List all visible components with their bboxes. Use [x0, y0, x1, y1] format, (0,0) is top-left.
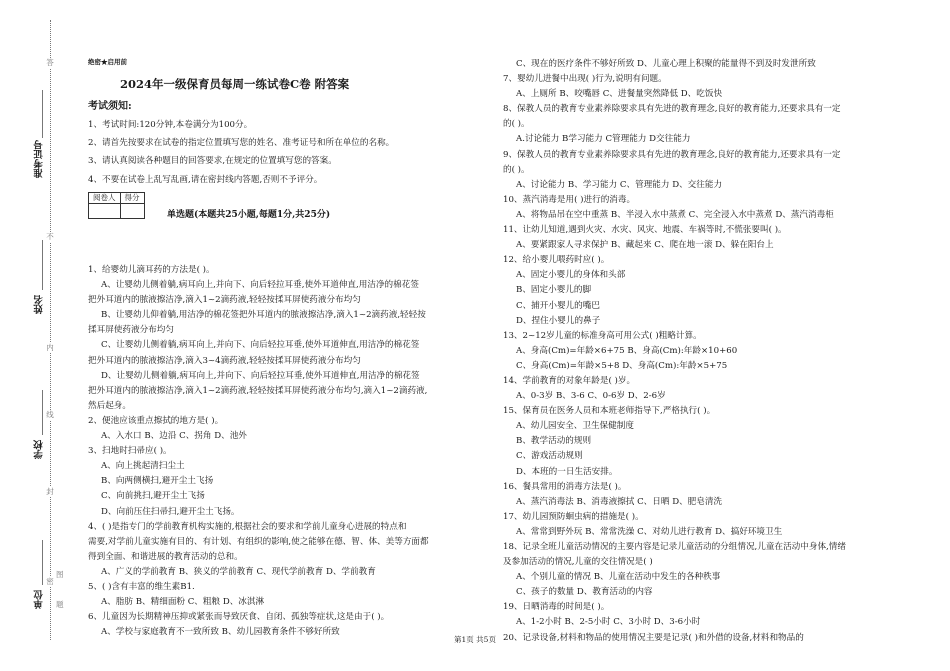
- question-stem: 18、记录全班儿童活动情况的主要内容是记录儿童活动的分组情况,儿童在活动中身体,情绪: [503, 542, 846, 552]
- question-stem: 7、婴幼儿进餐中出现( )行为,说明有问题。: [503, 74, 667, 85]
- notice-heading: 考试须知:: [88, 101, 132, 112]
- answer-option: C、游戏活动规则: [516, 451, 583, 462]
- answer-option: C、捕开小婴儿的嘴巴: [516, 300, 600, 311]
- answer-option: A、上厕所 B、咬嘴唇 C、进餐量突然降低 D、吃饭快: [516, 89, 723, 100]
- answer-option: C、现在的医疗条件不够好所致 D、儿童心理上积聚的能量得不到及时发泄所致: [516, 59, 816, 69]
- school-label: 学校: [34, 440, 45, 459]
- question-stem: 6、儿童因为长期精神压抑或紧张而导致厌食、自闭、孤独等症状,这是由于( )。: [88, 612, 390, 623]
- answer-option: A、入水口 B、边沿 C、拐角 D、池外: [101, 431, 247, 442]
- answer-option: A、脂肪 B、精细面粉 C、粗粮 D、冰淇淋: [101, 597, 265, 608]
- question-continuation: 得到全面、和谐进展的教育活动的总和。: [88, 551, 243, 562]
- answer-option: B、让婴幼儿仰着躺,用洁净的棉花签把外耳道内的脓液擦洁净,滴入1~2滴药液,轻轻按: [101, 310, 426, 321]
- question-continuation: 然后起身。: [88, 400, 131, 411]
- notice-item: 4、不要在试卷上乱写乱画,请在密封线内答题,否则不予评分。: [88, 175, 323, 185]
- answer-option: C、孩子的数量 D、教育活动的内容: [516, 587, 653, 598]
- question-continuation: 及参加活动的情况,儿童的交往情况是( ): [503, 557, 653, 568]
- answer-option: B、向两侧横扫,避开尘土飞扬: [101, 476, 214, 487]
- question-continuation: 的( )。: [503, 119, 530, 130]
- question-stem: 8、保教人员的教育专业素养除要求具有先进的教育理念,良好的教育能力,还要求具有一定: [503, 104, 841, 115]
- question-continuation: 把外耳道内的脓液擦洁净,滴入3~4滴药液,轻轻按揉耳屏使药液分布均匀: [88, 355, 361, 366]
- unit-field: [42, 540, 43, 585]
- answer-option: A、1-2小时 B、2-5小时 C、3小时 D、3-6小时: [516, 617, 701, 628]
- document-title: 2024年一级保育员每周一练试卷C卷 附答案: [120, 77, 350, 91]
- question-stem: 15、保育员在医务人员和本班老师指导下,严格执行( )。: [503, 406, 716, 417]
- answer-option: A、0-3岁 B、3-6 C、0-6岁 D、2-6岁: [516, 391, 666, 402]
- answer-option: A.讨论能力 B学习能力 C管理能力 D交往能力: [516, 134, 691, 145]
- question-stem: 16、餐具常用的消毒方法是( )。: [503, 481, 627, 492]
- answer-option: D、本班的一日生活安排。: [516, 466, 618, 477]
- question-stem: 1、给婴幼儿滴耳药的方法是( )。: [88, 265, 215, 275]
- notice-item: 2、请首先按要求在试卷的指定位置填写您的姓名、准考证号和所在单位的名称。: [88, 138, 395, 148]
- question-stem: 10、蒸汽消毒是用( )进行的消毒。: [503, 194, 636, 205]
- answer-option: A、身高(Cm)=年龄×6+75 B、身高(Cm):年龄×10+60: [516, 345, 738, 356]
- answer-option: B、固定小婴儿的脚: [516, 285, 592, 296]
- questions-right-column: [503, 57, 908, 646]
- question-stem: 12、给小婴儿喂药时应( )。: [503, 255, 610, 266]
- binding-bottom-char: 图: [56, 570, 64, 579]
- page-footer: 第1页 共5页: [454, 635, 496, 644]
- score-header: 得分: [120, 193, 144, 204]
- questions-left-column: [88, 263, 478, 640]
- answer-option: A、个别儿童的情况 B、儿童在活动中发生的各种秩事: [516, 572, 721, 583]
- question-continuation: 把外耳道内的脓液擦洁净,滴入1~2滴药液,轻轻按揉耳屏使药液分布均匀,滴入1~2滴药液,: [88, 385, 428, 396]
- answer-option: A、让婴幼儿侧着躺,病耳向上,并向下、向后轻拉耳垂,使外耳道伸直,用洁净的棉花签: [101, 280, 419, 291]
- score-cell[interactable]: [120, 204, 144, 219]
- question-continuation: 的( )。: [503, 164, 530, 175]
- question-stem: 11、让幼儿知道,遇到火灾、水灾、风灾、地震、车祸等时,不慌张要叫( )。: [503, 225, 787, 236]
- binding-char: 封: [46, 487, 54, 496]
- section-title: 单选题(本题共25小题,每题1分,共25分): [167, 210, 331, 220]
- question-continuation: 需要,对学前儿童实施有目的、有计划、有组织的影响,使之能够在德、智、体、美等方面都: [88, 536, 429, 547]
- question-stem: 13、2~12岁儿童的标准身高可用公式( )粗略计算。: [503, 330, 702, 341]
- binding-char: 内: [46, 343, 54, 352]
- binding-char: 线: [46, 410, 54, 419]
- answer-option: A、常常到野外玩 B、常常洗澡 C、对幼儿进行教育 D、搞好环境卫生: [516, 526, 783, 537]
- answer-option: A、固定小婴儿的身体和头部: [516, 270, 626, 281]
- binding-line: [50, 20, 51, 640]
- name-field: [42, 240, 43, 290]
- grader-header: 阅卷人: [89, 193, 121, 204]
- binding-char: 不: [46, 232, 54, 241]
- answer-option: A、向上挑起清扫尘土: [101, 461, 185, 472]
- answer-option: A、将物品吊在空中重蒸 B、半浸入水中蒸煮 C、完全浸入水中蒸煮 D、蒸汽消毒柜: [516, 209, 834, 220]
- question-stem: 9、保教人员的教育专业素养除要求具有先进的教育理念,良好的教育能力,还要求具有一定: [503, 149, 841, 160]
- question-stem: 17、幼儿园预防蛔虫病的措施是( )。: [503, 511, 644, 522]
- question-stem: 5、( )含有丰富的维生素B1.: [88, 581, 195, 592]
- answer-option: B、教学活动的规则: [516, 436, 592, 447]
- school-field: [42, 390, 43, 435]
- answer-option: C、向前挑扫,避开尘土飞扬: [101, 491, 205, 502]
- answer-option: C、身高(Cm)=年龄×5+8 D、身高(Cm):年龄×5+75: [516, 360, 728, 371]
- question-stem: 2、便池应该重点擦拭的地方是( )。: [88, 415, 224, 426]
- question-stem: 14、学前教育的对象年龄是( )岁。: [503, 375, 636, 386]
- answer-option: A、学校与家庭教育不一致所致 B、幼儿园教育条件不够好所致: [101, 627, 340, 638]
- binding-bottom-char: 题: [56, 600, 64, 609]
- question-stem: 20、记录设备,材料和物品的使用情况主要是记录( )和外借的设备,材料和物品的: [503, 632, 804, 643]
- answer-option: A、幼儿园安全、卫生保健制度: [516, 421, 634, 432]
- question-continuation: 揉耳屏使药液分布均匀: [88, 325, 174, 336]
- exam-number-field: [42, 90, 43, 138]
- question-continuation: 把外耳道内的脓液擦洁净,滴入1~2滴药液,轻轻按揉耳屏使药液分布均匀: [88, 295, 361, 306]
- name-label: 姓名: [34, 295, 45, 314]
- answer-option: D、让婴幼儿侧着躺,病耳向上,并向下、向后轻拉耳垂,使外耳道伸直,用洁净的棉花签: [101, 370, 420, 381]
- answer-option: D、捏住小婴儿的鼻子: [516, 315, 601, 326]
- notice-item: 1、考试时间:120分钟,本卷满分为100分。: [88, 120, 253, 130]
- answer-option: A、要紧跟家人寻求保护 B、藏起来 C、爬在地一滚 D、躲在阳台上: [516, 240, 774, 251]
- answer-option: A、讨论能力 B、学习能力 C、管理能力 D、交往能力: [516, 179, 723, 190]
- binding-char: 密: [46, 577, 54, 586]
- secret-mark: 绝密★启用前: [88, 58, 127, 66]
- grader-cell[interactable]: [89, 204, 121, 219]
- score-table: [88, 192, 145, 219]
- exam-number-label: 准考证号: [34, 140, 45, 178]
- answer-option: C、让婴幼儿侧着躺,病耳向上,并向下、向后轻拉耳垂,使外耳道伸直,用洁净的棉花签: [101, 340, 420, 351]
- answer-option: D、向前压住扫帚扫,避开尘土飞扬。: [101, 506, 240, 517]
- question-stem: 4、( )是指专门的学前教育机构实施的,根据社会的要求和学前儿童身心进展的特点和: [88, 521, 407, 532]
- binding-char: 答: [46, 58, 54, 67]
- notice-item: 3、请认真阅读各种题目的回答要求,在规定的位置填写您的答案。: [88, 156, 337, 166]
- question-stem: 3、扫地时扫帚应( )。: [88, 446, 172, 457]
- unit-label: 单位: [34, 590, 45, 609]
- answer-option: A、广义的学前教育 B、狭义的学前教育 C、现代学前教育 D、学前教育: [101, 566, 376, 577]
- question-stem: 19、日晒消毒的时间是( )。: [503, 602, 610, 613]
- answer-option: A、蒸汽消毒法 B、消毒液擦拭 C、日晒 D、肥皂清洗: [516, 496, 723, 507]
